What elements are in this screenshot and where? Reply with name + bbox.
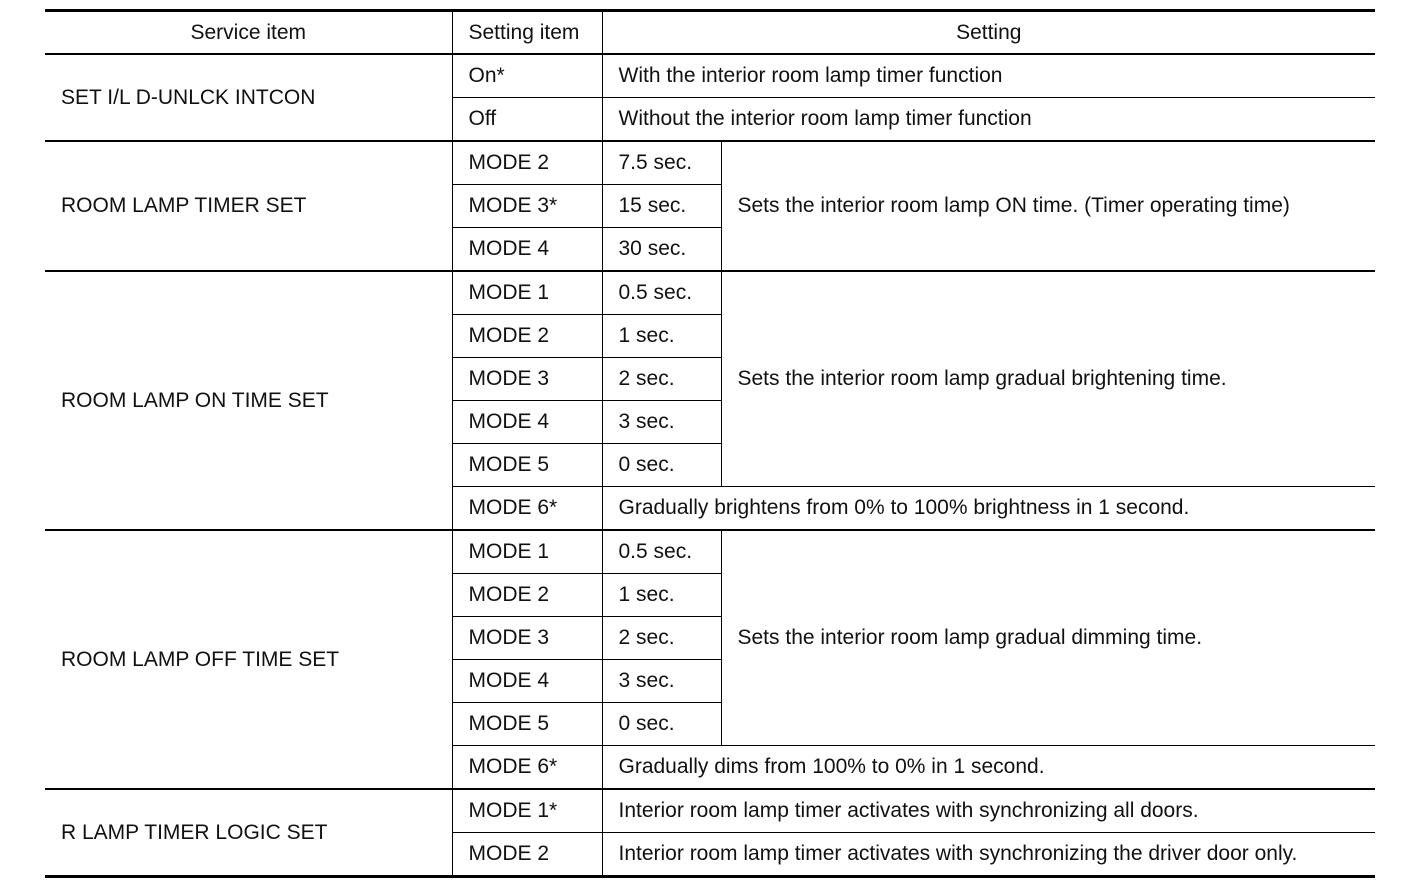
setting-item-cell: Off: [452, 98, 602, 142]
setting-item-cell: MODE 2: [452, 574, 602, 617]
setting-item-cell: MODE 5: [452, 703, 602, 746]
setting-value-cell: 2 sec.: [602, 358, 721, 401]
setting-value-cell: 1 sec.: [602, 315, 721, 358]
setting-item-cell: MODE 3: [452, 358, 602, 401]
table-row: [45, 54, 1375, 98]
table-row: [45, 789, 1375, 833]
setting-item-cell: MODE 4: [452, 660, 602, 703]
header-setting-item: Setting item: [452, 11, 602, 55]
setting-item-cell: MODE 3: [452, 617, 602, 660]
setting-item-cell: MODE 2: [452, 315, 602, 358]
setting-text-cell: Interior room lamp timer activates with synchronizing all doors.: [602, 789, 1375, 833]
table-row: [45, 530, 1375, 574]
setting-value-cell: 3 sec.: [602, 660, 721, 703]
header-row: [45, 11, 1375, 55]
setting-text-cell: Interior room lamp timer activates with synchronizing the driver door only.: [602, 833, 1375, 877]
setting-value-cell: 1 sec.: [602, 574, 721, 617]
setting-item-cell: MODE 4: [452, 401, 602, 444]
table-row: [45, 141, 1375, 185]
service-settings-table: [45, 9, 1375, 878]
setting-text-cell: Gradually brightens from 0% to 100% brightness in 1 second.: [602, 487, 1375, 531]
setting-item-cell: MODE 1: [452, 530, 602, 574]
setting-item-cell: MODE 6*: [452, 487, 602, 531]
setting-item-cell: MODE 1*: [452, 789, 602, 833]
setting-value-cell: 0 sec.: [602, 444, 721, 487]
setting-text-cell: Gradually dims from 100% to 0% in 1 second.: [602, 746, 1375, 790]
service-item-cell: SET I/L D-UNLCK INTCON: [45, 54, 452, 141]
setting-description-cell: Sets the interior room lamp ON time. (Timer operating time): [721, 141, 1375, 271]
setting-item-cell: MODE 2: [452, 833, 602, 877]
service-item-cell: ROOM LAMP ON TIME SET: [45, 271, 452, 530]
setting-value-cell: 0.5 sec.: [602, 530, 721, 574]
setting-item-cell: MODE 1: [452, 271, 602, 315]
setting-description-cell: Sets the interior room lamp gradual dimming time.: [721, 530, 1375, 746]
header-setting: Setting: [602, 11, 1375, 55]
setting-item-cell: MODE 3*: [452, 185, 602, 228]
setting-value-cell: 3 sec.: [602, 401, 721, 444]
setting-text-cell: Without the interior room lamp timer function: [602, 98, 1375, 142]
setting-description-cell: Sets the interior room lamp gradual brightening time.: [721, 271, 1375, 487]
header-service-item: Service item: [45, 11, 452, 55]
setting-item-cell: MODE 5: [452, 444, 602, 487]
setting-value-cell: 7.5 sec.: [602, 141, 721, 185]
setting-value-cell: 0 sec.: [602, 703, 721, 746]
setting-value-cell: 0.5 sec.: [602, 271, 721, 315]
setting-text-cell: With the interior room lamp timer function: [602, 54, 1375, 98]
setting-value-cell: 30 sec.: [602, 228, 721, 272]
setting-item-cell: MODE 4: [452, 228, 602, 272]
setting-value-cell: 15 sec.: [602, 185, 721, 228]
setting-item-cell: MODE 2: [452, 141, 602, 185]
setting-item-cell: On*: [452, 54, 602, 98]
setting-value-cell: 2 sec.: [602, 617, 721, 660]
service-item-cell: ROOM LAMP OFF TIME SET: [45, 530, 452, 789]
service-item-cell: R LAMP TIMER LOGIC SET: [45, 789, 452, 877]
table-row: [45, 271, 1375, 315]
service-item-cell: ROOM LAMP TIMER SET: [45, 141, 452, 271]
setting-item-cell: MODE 6*: [452, 746, 602, 790]
